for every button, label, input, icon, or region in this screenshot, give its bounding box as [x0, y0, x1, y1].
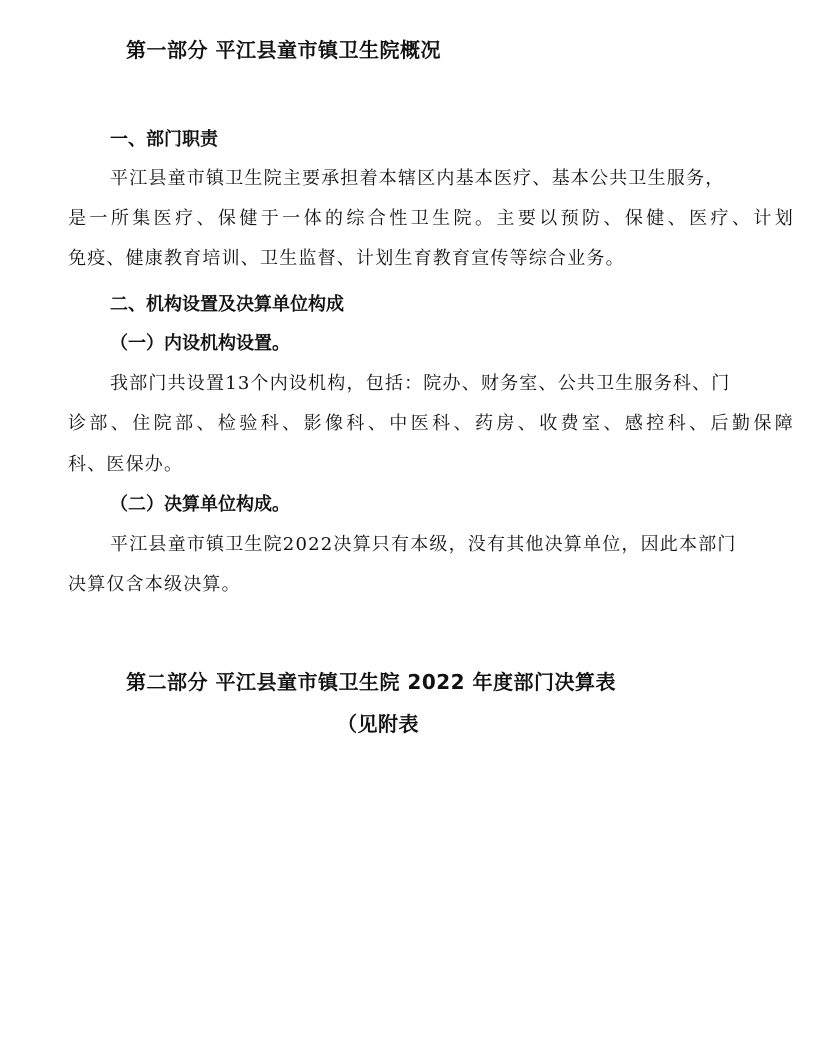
- part1-title: 第一部分 平江县童市镇卫生院概况: [126, 38, 441, 62]
- section1-paragraph-line-1: 平江县童市镇卫生院主要承担着本辖区内基本医疗、基本公共卫生服务，: [110, 168, 725, 189]
- part2-title: 第二部分 平江县童市镇卫生院 2022 年度部门决算表: [126, 670, 617, 694]
- subsection1-paragraph-line-3: 科、医保办。: [68, 454, 184, 475]
- subsection2-paragraph-line-2: 决算仅含本级决算。: [68, 574, 241, 595]
- subsection1-paragraph-line-1: 我部门共设置13个内设机构，包括：院办、财务室、公共卫生服务科、门: [110, 373, 731, 394]
- part2-subtitle: （见附表: [337, 712, 419, 736]
- subsection2-paragraph-line-1: 平江县童市镇卫生院2022决算只有本级，没有其他决算单位，因此本部门: [110, 534, 737, 555]
- subsection1-heading: （一）内设机构设置。: [110, 333, 290, 354]
- section1-heading: 一、部门职责: [110, 129, 218, 150]
- subsection2-heading: （二）决算单位构成。: [110, 494, 290, 515]
- section1-paragraph-line-3: 免疫、健康教育培训、卫生监督、计划生育教育宣传等综合业务。: [68, 248, 625, 269]
- section2-heading: 二、机构设置及决算单位构成: [110, 294, 344, 315]
- section1-paragraph-line-2: 是一所集医疗、保健于一体的综合性卫生院。主要以预防、保健、医疗、计划: [68, 208, 794, 229]
- subsection1-paragraph-line-2: 诊部、住院部、检验科、影像科、中医科、药房、收费室、感控科、后勤保障: [68, 413, 794, 434]
